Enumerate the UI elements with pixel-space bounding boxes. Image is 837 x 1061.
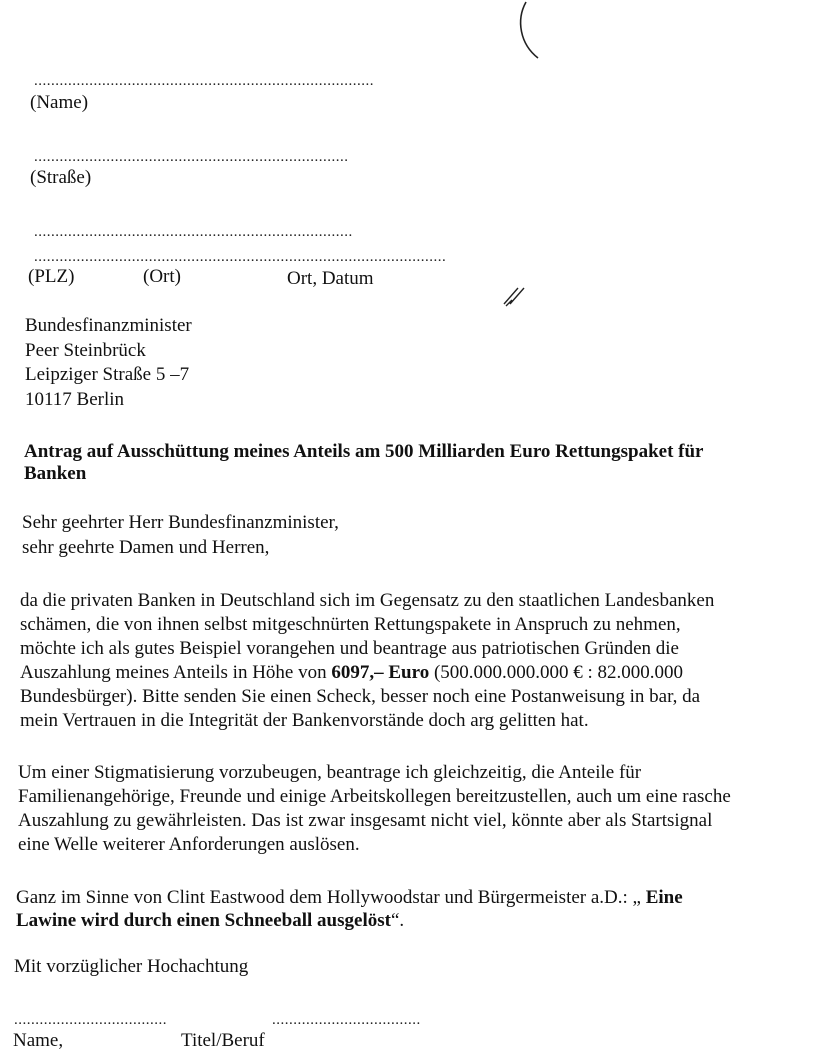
recipient-line: 10117 Berlin [25,388,125,410]
street-label: (Straße) [30,167,92,188]
double-slash-mark [500,282,530,308]
ort-label: (Ort) [143,266,181,287]
paragraph-line: Bundesbürger). Bitte senden Sie einen Scheck, besser noch eine Postanweisung in bar, da [20,686,701,707]
quote-highlight: Lawine wird durch einen Schneeball ausgelöst [16,910,391,931]
city-dotted-line-2: ................................................................................................. [34,249,447,265]
street-dotted-line: .......................................................................... [34,149,349,165]
paragraph-text: Ganz im Sinne von Clint Eastwood dem Hollywoodstar und Bürgermeister a.D.: „ [16,887,646,908]
paragraph-line: möchte ich als gutes Beispiel vorangehen und beantrage aus patriotischen Gründen die [20,638,679,659]
paragraph-line: Um einer Stigmatisierung vorzubeugen, beantrage ich gleichzeitig, die Anteile für [18,762,642,783]
paragraph-line: da die privaten Banken in Deutschland sich im Gegensatz zu den staatlichen Landesbanken [20,590,715,611]
quote-highlight: Eine [645,887,683,908]
recipient-line: Peer Steinbrück [25,339,146,361]
ort-datum-label: Ort, Datum [287,268,374,289]
city-dotted-line-1: ........................................................................... [34,224,353,240]
recipient-address [25,314,192,412]
subject-line-2: Banken [24,463,87,484]
paragraph-text: Auszahlung meines Anteils in Höhe von [20,662,332,683]
salutation-line-2: sehr geehrte Damen und Herren, [22,537,270,558]
paragraph-line: schämen, die von ihnen selbst mitgeschnürten Rettungspakete in Anspruch zu nehmen, [20,614,681,635]
amount-highlight: 6097,– Euro [331,662,430,683]
paragraph-line: Auszahlung zu gewährleisten. Das ist zwar insgesamt nicht viel, könnte aber als Startsignal [18,810,713,831]
signature-title-label: Titel/Beruf [181,1030,265,1051]
pen-stroke-mark [512,0,552,62]
plz-label: (PLZ) [28,266,75,287]
closing-line: Mit vorzüglicher Hochachtung [14,956,249,977]
signature-name-label: Name, [13,1030,64,1051]
paragraph-line: Familienangehörige, Freunde und einige Arbeitskollegen bereitzustellen, auch um eine rasche [18,786,731,807]
recipient-line: Bundesfinanzminister [25,315,192,336]
subject-line-1: Antrag auf Ausschüttung meines Anteils am 500 Milliarden Euro Rettungspaket für [24,441,704,462]
paragraph-line [16,886,683,910]
signature-dotted-line-2: ................................... [272,1012,421,1028]
paragraph-text: “. [390,910,405,931]
name-dotted-line: ................................................................................ [34,73,374,89]
paragraph-text: (500.000.000.000 € : 82.000.000 [429,662,684,683]
signature-dotted-line-1: .................................... [14,1012,167,1028]
recipient-line: Leipziger Straße 5 –7 [25,364,190,385]
name-label: (Name) [30,92,89,113]
salutation-line-1: Sehr geehrter Herr Bundesfinanzminister, [22,512,339,533]
paragraph-line [16,909,404,933]
paragraph-line: eine Welle weiterer Anforderungen auslösen. [18,834,360,855]
paragraph-line [20,661,683,685]
paragraph-line: mein Vertrauen in die Integrität der Bankenvorstände doch arg gelitten hat. [20,710,589,731]
